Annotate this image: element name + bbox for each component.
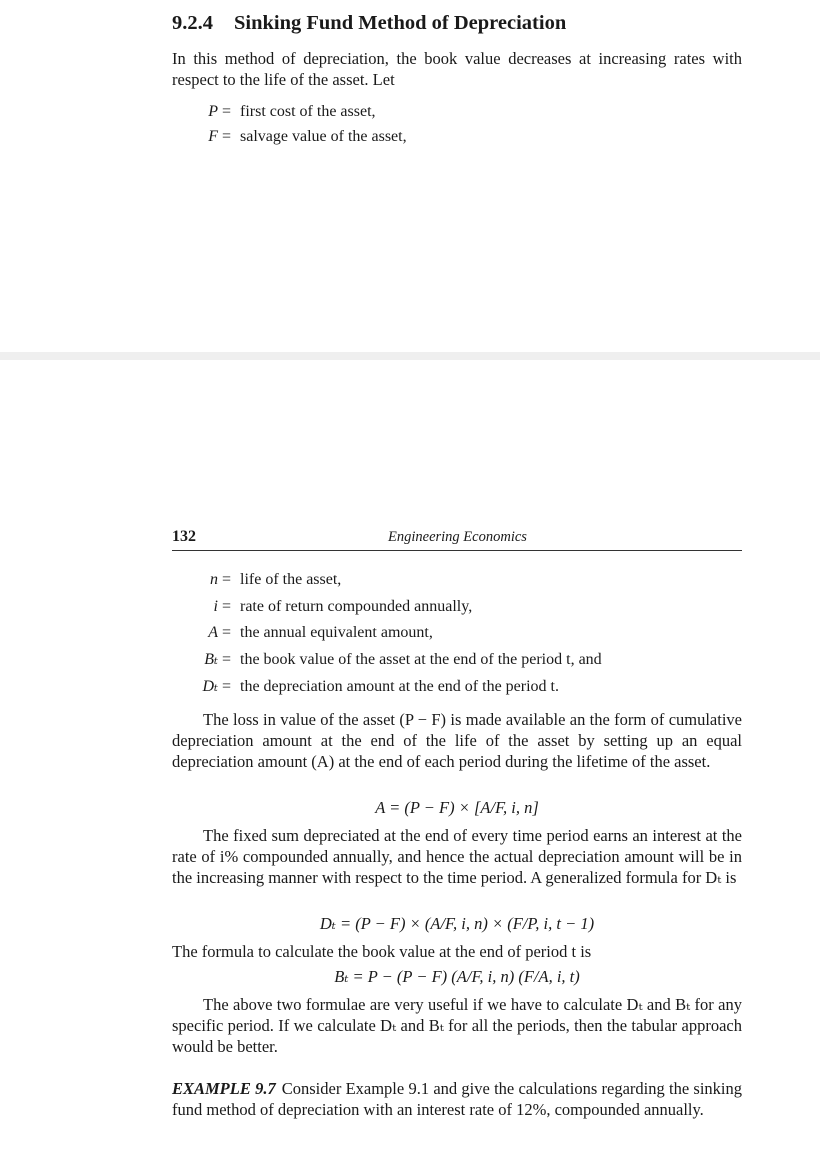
definition-equals: =: [222, 678, 232, 695]
definition-symbol: Bₜ: [204, 651, 218, 668]
example-text: Consider Example 9.1 and give the calculations regarding the sinking fund method of depreciation with an interest rate of 12%, compounded annually.: [172, 1079, 742, 1119]
page-bottom: [0, 360, 820, 1164]
formula-book-value: Bₜ = P − (P − F) (A/F, i, n) (F/A, i, t): [334, 967, 580, 986]
section-heading: [172, 12, 566, 35]
definition-symbol: F: [208, 128, 218, 145]
running-header: [172, 528, 742, 551]
section-number: 9.2.4: [172, 12, 213, 34]
formula-depreciation: Dₜ = (P − F) × (A/F, i, n) × (F/P, i, t − 1): [319, 914, 595, 933]
definition-text: first cost of the asset,: [240, 103, 376, 120]
definition-equals: =: [222, 128, 232, 145]
formula-annual-amount: A = (P − F) × [A/F, i, n]: [375, 798, 539, 817]
definition-equals: =: [222, 103, 232, 120]
definition-symbol: P: [208, 103, 218, 120]
definition-text: the book value of the asset at the end of the period t, and: [240, 651, 602, 668]
definition-text: rate of return compounded annually,: [240, 598, 473, 615]
example-block: [172, 1078, 742, 1120]
page-top: [0, 0, 820, 352]
paragraph-book-value-intro: The formula to calculate the book value at the end of period t is: [172, 942, 592, 961]
paragraph-loss-in-value: The loss in value of the asset (P − F) is made available an the form of cumulative depreciation amount at the end of the life of the asset by setting up an equal depreciation amount (A) at the end of each period during the lifetime of the asset.: [172, 710, 742, 771]
paragraph-formulae-usage: The above two formulae are very useful if we have to calculate Dₜ and Bₜ for any specific period. If we calculate Dₜ and Bₜ for all the periods, then the tabular approach would be better.: [172, 995, 742, 1056]
definition-symbol: Dₜ: [202, 678, 218, 695]
definition-equals: =: [222, 571, 232, 588]
definition-text: the annual equivalent amount,: [240, 624, 433, 641]
definition-equals: =: [222, 624, 232, 641]
example-label: EXAMPLE 9.7: [172, 1079, 276, 1098]
definition-equals: =: [222, 651, 232, 668]
definition-text: the depreciation amount at the end of the period t.: [240, 678, 559, 695]
intro-paragraph: In this method of depreciation, the book value decreases at increasing rates with respect to the life of the asset. Let: [172, 49, 742, 89]
section-title: Sinking Fund Method of Depreciation: [234, 12, 567, 34]
page-number: 132: [172, 528, 196, 545]
definition-symbol: n: [210, 571, 218, 588]
paragraph-fixed-sum: The fixed sum depreciated at the end of every time period earns an interest at the rate of i% compounded annually, and hence the actual depreciation amount will be in the increasing manner with respect to the time period. A generalized formula for Dₜ is: [172, 826, 742, 887]
definition-text: life of the asset,: [240, 571, 342, 588]
page-separator: [0, 352, 820, 360]
definition-symbol: i: [213, 598, 218, 615]
book-title: Engineering Economics: [388, 529, 527, 545]
definition-equals: =: [222, 598, 232, 615]
definition-text: salvage value of the asset,: [240, 128, 407, 145]
definition-symbol: A: [208, 624, 218, 641]
